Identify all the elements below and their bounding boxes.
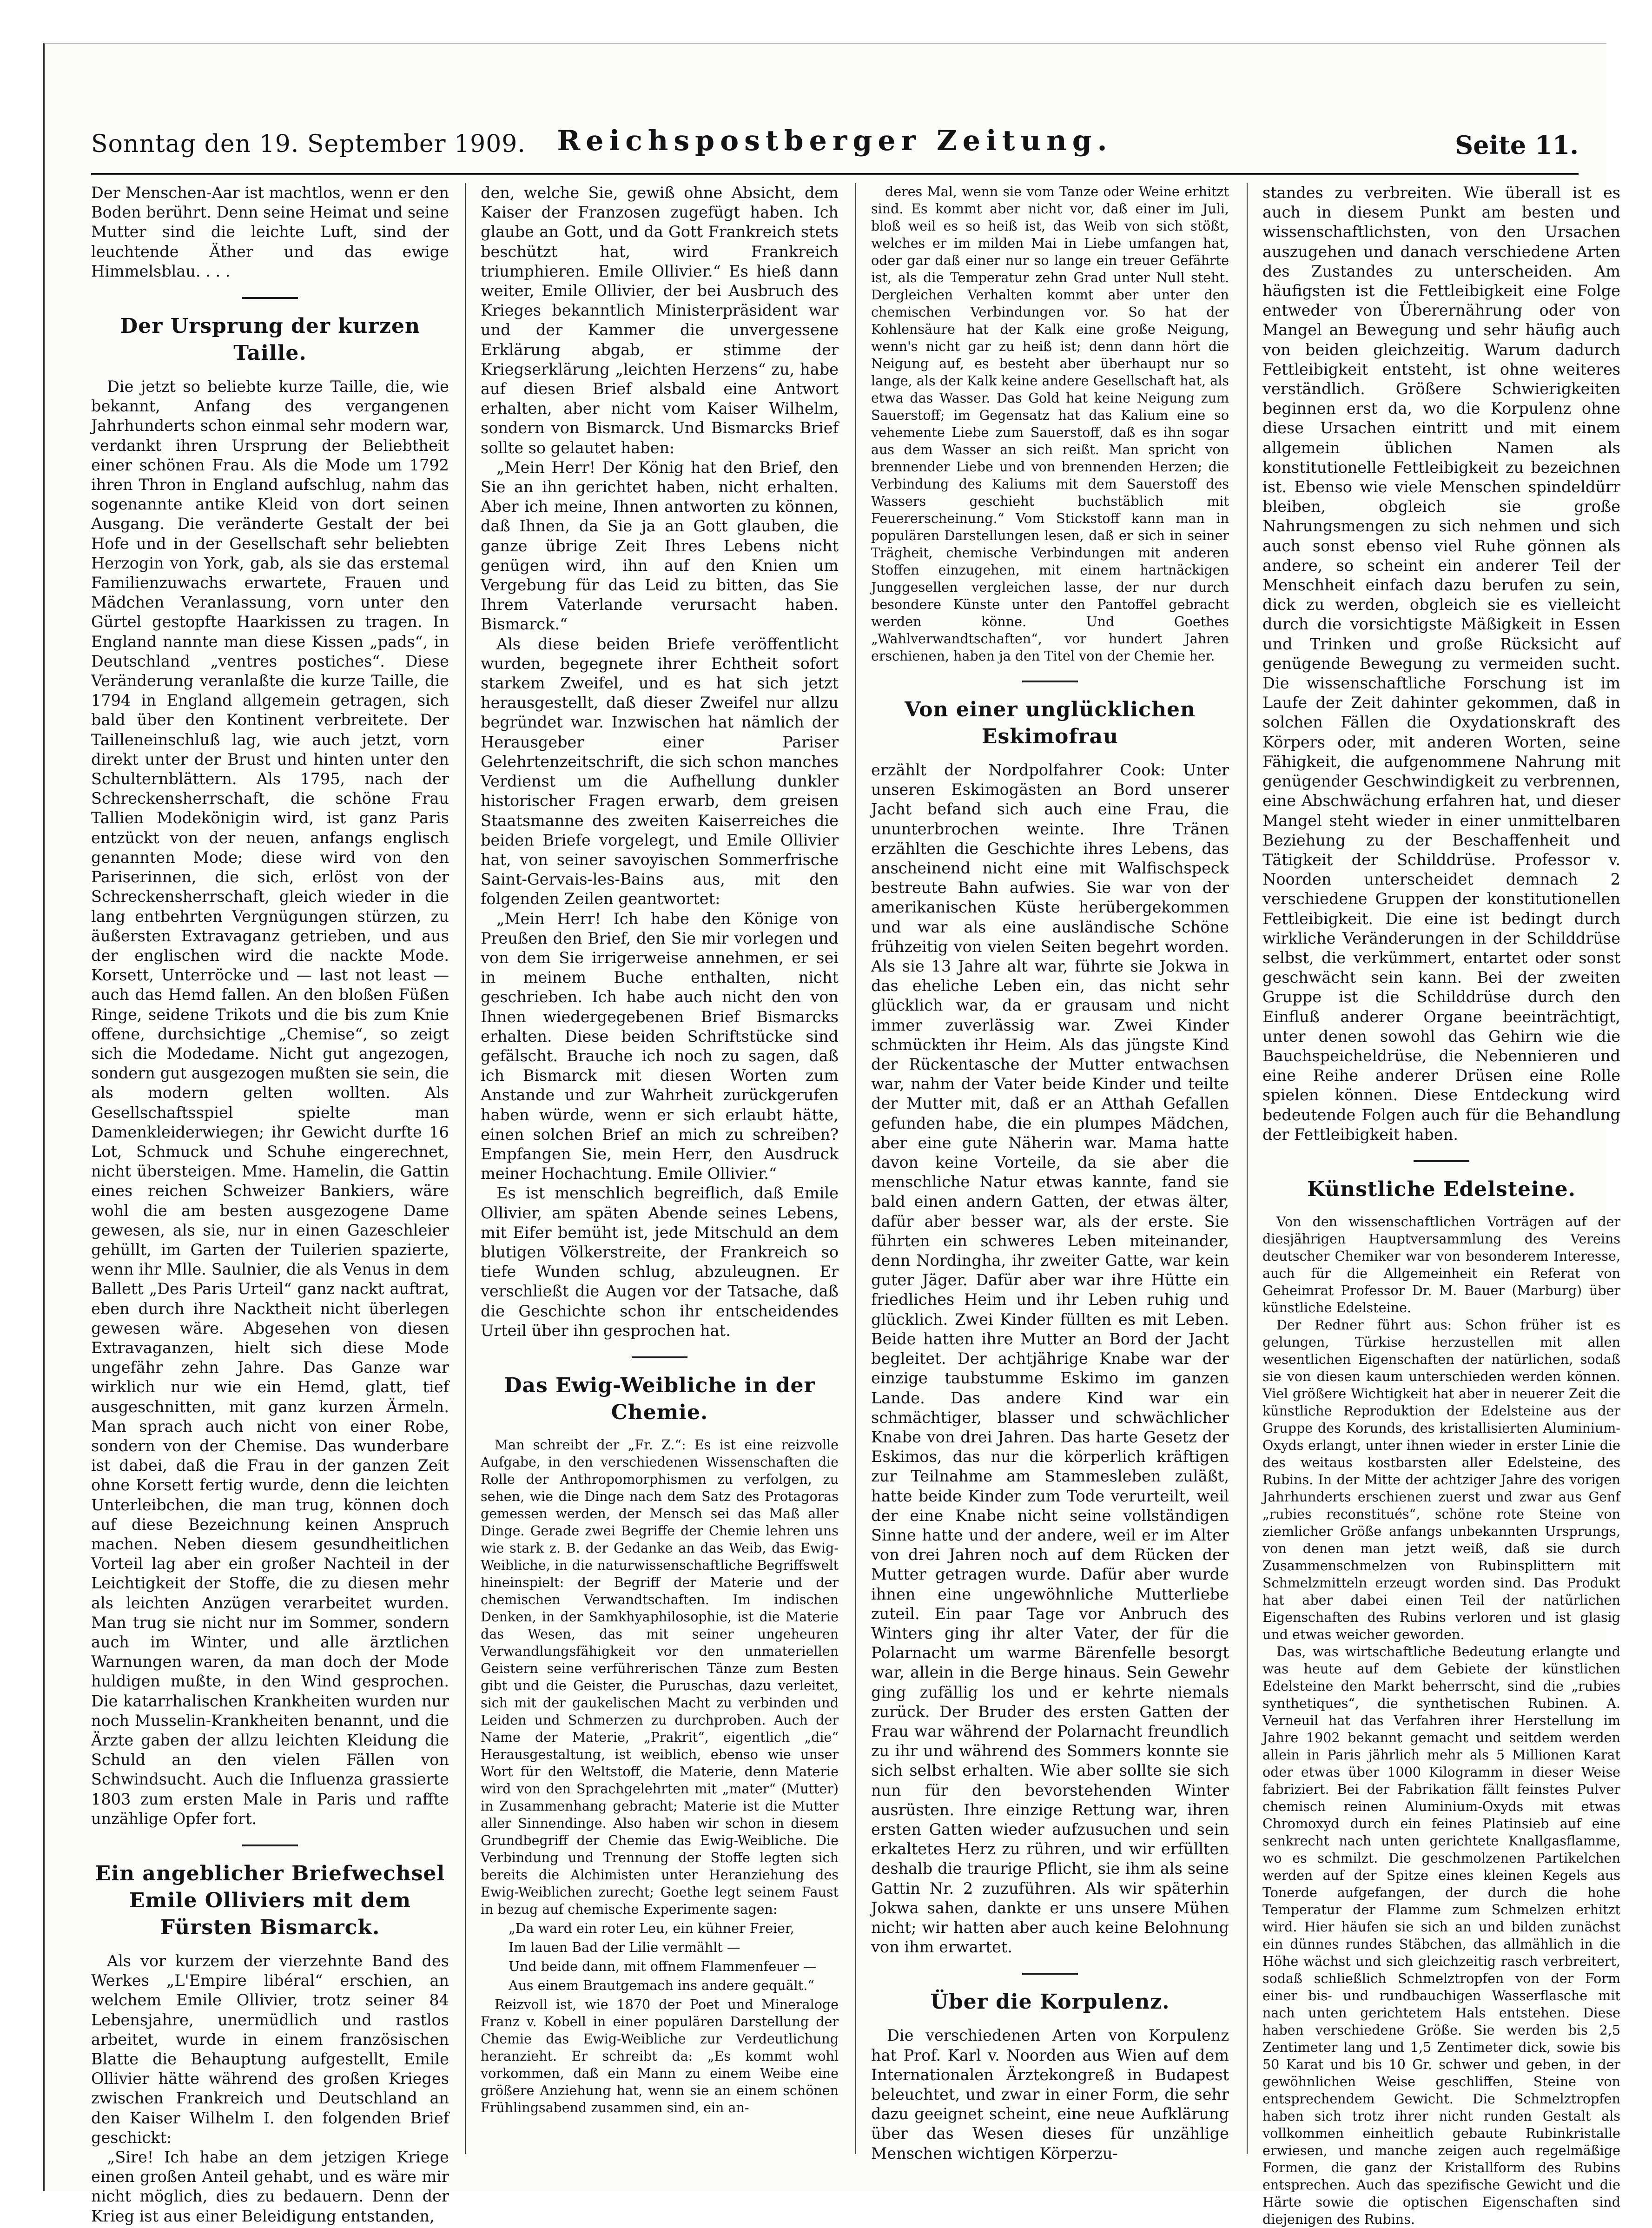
article-separator	[632, 1356, 687, 1358]
text-columns	[91, 183, 1625, 2227]
article-separator	[242, 297, 298, 299]
column-2	[481, 183, 839, 2154]
column-3	[871, 183, 1229, 2162]
newspaper-page	[43, 43, 1620, 2227]
article-paragraph: „Mein Herr! Ich habe den Könige von Preußen den Brief, den Sie mir vorlegen und von dem Sie irrigerweise annehmen, er sei in meinem Buche enthalten, nicht geschrieben. Ich habe auch nicht den von Ihnen wiedergegebenen Brief Bismarcks erhalten. Diese beiden Schriftstücke sind gefälscht. Brauche ich noch zu sagen, daß ich Bismarck mit diesen Worten zum Anstande und zur Wahrheit zurückgerufen haben würde, wenn er sich erlaubt hätte, einen solchen Brief an mich zu schreiben? Empfangen Sie, mein Herr, den Ausdruck meiner Hochachtung. Emile Ollivier.“	[481, 909, 839, 1183]
verse-line: Im lauen Bad der Lilie vermählt —	[509, 1939, 740, 1955]
article-paragraph: Es ist menschlich begreiflich, daß Emile Ollivier, am späten Abende seines Lebens, mit Eifer bemüht ist, jede Mitschuld an dem blutigen Völkerstreite, der Frankreich so tiefe Wunden schlug, abzuleugnen. Er verschließt die Augen vor der Tatsache, daß die Geschichte schon ihr entscheidendes Urteil über ihn gesprochen hat.	[481, 1184, 839, 1340]
article-continuation: Der Menschen-Aar ist machtlos, wenn er den Boden berührt. Denn seine Heimat und seine Mutter sind die leichte Luft, sind der leuchtende Äther und das ewige Himmelsblau. . . .	[91, 184, 449, 280]
small-print-block	[871, 183, 1229, 665]
column-divider	[855, 183, 856, 2154]
article-paragraph: den, welche Sie, gewiß ohne Absicht, dem Kaiser der Franzosen zugefügt haben. Ich glaube an Gott, und da Gott Frankreich stets beschützt hat, wird Frankreich triumphieren. Emile Ollivier.“ Es hieß dann weiter, Emile Ollivier, der bei Ausbruch des Krieges bekanntlich Ministerpräsident war und der Kammer die unvergessene Erklärung abgab, er stimme der Kriegserklärung „leichten Herzens“ zu, habe auf diesen Brief alsbald eine Antwort erhalten, aber nicht vom Kaiser Wilhelm, sondern von Bismarck. Und Bismarcks Brief sollte so gelautet haben:	[481, 184, 839, 457]
article-paragraph: Die verschiedenen Arten von Korpulenz hat Prof. Karl v. Noorden aus Wien auf dem Internationalen Ärztekongreß in Budapest beleuchtet, und zwar in einer Form, die sehr dazu geeignet scheint, eine neue Aufklärung über das Wesen dieses für unzählige Menschen wichtigen Körperzu-	[871, 2026, 1229, 2162]
newspaper-title: Reichspostberger Zeitung.	[557, 125, 1113, 157]
article-paragraph: Das, was wirtschaftliche Bedeutung erlangte und was heute auf dem Gebiete der künstlichen Edelsteine den Markt beherrscht, sind die „rubies synthetiques“, die synthetischen Rubinen. A. Verneuil hat das Verfahren ihrer Herstellung im Jahre 1902 bekannt gemacht und seitdem werden allein in Paris jährlich mehr als 5 Millionen Karat oder etwas über 1000 Kilogramm in dieser Weise fabriziert. Bei der Fabrikation fällt feinstes Pulver chemisch reinen Aluminium-Oxyds mit etwas Chromoxyd durch ein feines Platinsieb auf eine senkrecht nach unten gerichtete Knallgasflamme, wo es schmilzt. Die geschmolzenen Partikelchen werden auf der Spitze eines kleinen Kegels aus Tonerde aufgefangen, der durch die hohe Temperatur der Flamme zum Schmelzen erhitzt wird. Hier häufen sie sich an und bilden zunächst ein dünnes rundes Stäbchen, das allmählich in die Höhe wächst und sich gleichzeitig rasch verbreitert, sodaß schließlich Schmelztropfen von der Form einer bis- und rundbauchigen Wasserflasche mit nach unten gerichtetem Hals entstehen. Diese haben verschiedene Größe. Sie werden bis 2,5 Zentimeter lang und 1,5 Zentimeter dick, sowie bis 50 Karat und bis 10 Gr. schwer und geben, in der gewöhnlichen Weise geschliffen, Steine von entsprechendem Gewicht. Die Schmelztropfen haben sich trotz ihrer nicht runden Gestalt als vollkommen einheitlich gebaute Rubinkristalle erwiesen, und manche zeigen auch regelmäßige Formen, die ganz der Kristallform des Rubins entsprechen. Auch das spezifische Gewicht und die Härte sowie die optischen Eigenschaften sind diejenigen des Rubins.	[1262, 1644, 1620, 2227]
small-print-block	[1262, 1213, 1620, 2228]
article-heading-edelsteine: Künstliche Edelsteine.	[1307, 1177, 1576, 1201]
column-divider	[1247, 183, 1248, 2154]
article-heading-chemie: Das Ewig-Weibliche in der Chemie.	[504, 1373, 815, 1424]
article-paragraph: Die jetzt so beliebte kurze Taille, die, wie bekannt, Anfang des vergangenen Jahrhunderts schon einmal sehr modern war, verdankt ihren Ursprung der Beliebtheit einer schönen Frau. Als die Mode um 1792 ihren Thron in England aufschlug, nahm das sogenannte antike Kleid von dort seinen Ausgang. Die veränderte Gestalt der bei Hofe und in der Gesellschaft sehr beliebten Herzogin von York, gab, als sie das erstemal Familienzuwachs erwartete, Frauen und Mädchen Veranlassung, vorn unter den Gürtel gestopfte Haarkissen zu tragen. In England nannte man diese Kissen „pads“, in Deutschland „ventres postiches“. Diese Veränderung veranlaßte die kurze Taille, die 1794 in England allgemein getragen, sich bald über den Kontinent verbreitete. Der Tailleneinschluß lag, wie auch jetzt, vorn direkt unter der Brust und hinten unter den Schulternblättern. Als 1795, nach der Schreckensherrschaft, die schöne Frau Tallien Modekönigin wird, ist ganz Paris entzückt von der neuen, anfangs englisch genannten Mode; diese wird von den Pariserinnen, die sich, erlöst von der Schreckensherrschaft, gleich wieder in die lang entbehrten Vergnügungen stürzen, zu äußersten Extravaganz getrieben, und aus der englischen wird die nackte Mode. Korsett, Unterröcke und — last not least — auch das Hemd fallen. An den bloßen Füßen Ringe, seidene Trikots und die bis zum Knie offene, durchsichtige „Chemise“, so zeigt sich die Modedame. Nicht gut angezogen, sondern gut ausgezogen mußten sie sein, die als modern gelten wollten. Als Gesellschaftsspiel spielte man Damenkleiderwiegen; ihr Gewicht durfte 16 Lot, Schmuck und Schuhe eingerechnet, nicht übersteigen. Mme. Hamelin, die Gattin eines reichen Schweizer Bankiers, wäre wohl die am besten ausgezogene Dame gewesen, als sie, nur in einen Gazeschleier gehüllt, im Garten der Tuilerien spazierte, wenn ihr Mlle. Saulnier, die als Venus in dem Ballett „Des Paris Urteil“ ganz nackt auftrat, eben durch ihre Nacktheit nicht überlegen gewesen wäre. Abgesehen von diesen Extravaganzen, hielt sich diese Mode ungefähr zehn Jahre. Das Ganze war wirklich nur wie ein Hemd, glatt, tief ausgeschnitten, mit ganz kurzen Ärmeln. Man sprach auch nicht von einer Robe, sondern von der Chemise. Das wunderbare ist dabei, daß die Frau in der ganzen Zeit ohne Korsett fertig wurde, denn die leichten Unterleibchen, die man trug, können doch auf diese Bezeichnung keinen Anspruch machen. Neben diesem gesundheitlichen Vorteil lag aber ein großer Nachteil in der Leichtigkeit der Stoffe, die zu diesen mehr als leichten Anzügen verarbeitet wurden. Man trug sie nicht nur im Sommer, sondern auch im Winter, und alle ärztlichen Warnungen waren, da man doch der Mode huldigen mußte, in den Wind gesprochen. Die katarrhalischen Krankheiten wurden nur noch Musselin-Krankheiten benannt, und die Ärzte gaben der allzu leichten Kleidung die Schuld an den vielen Fällen von Schwindsucht. Auch die Influenza grassierte 1803 zum ersten Male in Paris und raffte unzählige Opfer fort.	[91, 377, 449, 1828]
article-separator	[242, 1845, 298, 1846]
article-paragraph: Der Redner führt aus: Schon früher ist es gelungen, Türkise herzustellen mit allen wesentlichen Eigenschaften der natürlichen, sodaß sie von diesen kaum unterschieden werden können. Viel größere Wichtigkeit hat aber in neuerer Zeit die künstliche Reproduktion der Edelsteine aus der Gruppe des Korunds, des kristallisierten Aluminium-Oxyds erlangt, unter ihnen wieder in erster Linie die des weitaus kostbarsten aller Edelsteine, des Rubins. In der Mitte der achtziger Jahre des vorigen Jahrhunderts erschienen zuerst und zwar aus Genf „rubies reconstitués“, schöne rote Steine von ziemlicher Größe anfangs unbekannten Ursprungs, von denen man jetzt weiß, daß sie durch Zusammenschmelzen von Rubinsplittern mit Schmelzmitteln erzeugt worden sind. Das Produkt hat aber dabei einen Teil der natürlichen Eigenschaften des Rubins verloren und ist glasig und etwas weicher geworden.	[1262, 1317, 1620, 1642]
article-separator	[1022, 1973, 1078, 1975]
article-paragraph: „Mein Herr! Der König hat den Brief, den Sie an ihn gerichtet haben, nicht erhalten. Aber ich meine, Ihnen antworten zu können, daß Ihnen, da Sie ja an Gott glauben, die ganze übrige Zeit Ihres Lebens nicht genügen wird, ihn auf den Knien um Vergebung für das Leid zu bitten, das Sie Ihrem Vaterlande verursacht haben. Bismarck.“	[481, 458, 839, 634]
article-paragraph: Reizvoll ist, wie 1870 der Poet und Mineraloge Franz v. Kobell in einer populären Darstellung der Chemie das Ewig-Weibliche zur Verdeutlichung heranzieht. Er schreibt da: „Es kommt wohl vorkommen, daß ein Mann zu einem Weibe eine größere Anziehung hat, wenn sie an einem schönen Frühlingsabend zusammen sind, ein an-	[481, 1997, 839, 2116]
verse-line: „Da ward ein roter Leu, ein kühner Freier,	[509, 1920, 794, 1936]
issue-date: Sonntag den 19. September 1909.	[91, 130, 526, 158]
column-divider	[465, 183, 466, 2154]
article-paragraph: Als diese beiden Briefe veröffentlicht wurden, begegnete ihrer Echtheit sofort starkem Zweifel, und es hat sich jetzt herausgestellt, daß dieser Zweifel nur allzu begründet war. Inzwischen hat nämlich der Herausgeber einer Pariser Gelehrtenzeitschrift, die sich schon manches Verdienst um die Aufhellung dunkler historischer Fragen erwarb, dem greisen Staatsmanne des zweiten Kaiserreiches die beiden Briefe vorgelegt, und Emile Ollivier hat, von seiner savoyischen Sommerfrische Saint-Gervais-les-Bains aus, mit den folgenden Zeilen geantwortet:	[481, 635, 839, 908]
article-paragraph: deres Mal, wenn sie vom Tanze oder Weine erhitzt sind. Es kommt aber nicht vor, daß einer im Juli, bloß weil es so heiß ist, das Weib von sich stößt, welches er im milden Mai in Liebe umfangen hat, oder gar daß einer nur so lange ein treuer Gefährte ist, als die Temperatur zehn Grad unter Null steht. Dergleichen Verhalten kommt aber unter den chemischen Verbindungen vor. So hat der Kohlensäure hat der Kalk eine große Neigung, wenn's nicht gar zu heiß ist; denn dann hört die Neigung auf, es besteht aber überhaupt nur so lange, als der Kalk keine andere Gesellschaft hat, als etwa das Wasser. Das Gold hat keine Neigung zum Sauerstoff; im Gegensatz hat das Kalium eine so vehemente Liebe zum Sauerstoff, daß es ihn sogar aus dem Wasser an sich reißt. Man spricht von brennender Liebe und von brennenden Herzen; die Verbindung des Kaliums mit dem Sauerstoff des Wassers geschieht buchstäblich mit Feuererscheinung.“ Vom Stickstoff kann man in populären Darstellungen lesen, daß er sich in seiner Trägheit, chemische Verbindungen mit anderen Stoffen einzugehen, mit einem hartnäckigen Junggesellen vergleichen lasse, der nur durch besondere Künste unter den Pantoffel gebracht werden könne. Und Goethes „Wahlverwandtschaften“, vor hundert Jahren erschienen, haben ja den Titel von der Chemie her.	[871, 184, 1229, 664]
article-paragraph: Als vor kurzem der vierzehnte Band des Werkes „L'Empire libéral“ erschien, an welchem Emile Ollivier, trotz seiner 84 Lebensjahre, unermüdlich und rastlos arbeitet, wurde in einem französischen Blatte die Behauptung aufgestellt, Emile Ollivier hätte während des großen Krieges zwischen Frankreich und Deutschland an den Kaiser Wilhelm I. den folgenden Brief geschickt:	[91, 1952, 449, 2147]
verse-line: Aus einem Brautgemach ins andere gequält.“	[509, 1977, 814, 1993]
page-number: Seite 11.	[1455, 130, 1579, 160]
article-paragraph: „Sire! Ich habe an dem jetzigen Kriege einen großen Anteil gehabt, und es wäre mir nicht möglich, dies zu bedauern. Denn der Krieg ist aus einer Beleidigung entstanden,	[91, 2148, 449, 2225]
article-separator	[1022, 681, 1078, 682]
article-paragraph: Man schreibt der „Fr. Z.“: Es ist eine reizvolle Aufgabe, in den verschiedenen Wissenschaften die Rolle der Anthropomorphismen zu verfolgen, zu sehen, wie die Dinge nach dem Satz des Protagoras gemessen werden, der Mensch sei das Maß aller Dinge. Gerade zwei Begriffe der Chemie lehren uns wie stark z. B. der Gedanke an das Weib, das Ewig-Weibliche, in die naturwissenschaftliche Begriffswelt hineinspielt: der Begriff der Materie und der chemischen Verwandtschaften. Im indischen Denken, in der Samkhyaphilosophie, ist die Materie das Wesen, das mit seiner ungeheuren Verwandlungsfähigkeit vor den unmateriellen Geistern seine verführerischen Tänze zum Besten gibt und die Geister, die Puruschas, dazu verleitet, sich mit der gaukelischen Macht zu verbinden und Leiden und Schmerzen zu durchproben. Auch der Name der Materie, „Prakrit“, eigentlich „die“ Herausgestaltung, ist weiblich, ebenso wie unser Wort für den Weltstoff, die Materie, denn Materie wird von den Sprachgelehrten mit „mater“ (Mutter) in Zusammenhang gebracht; Materie ist die Mutter aller Sinnendinge. Also haben wir schon in diesem Grundbegriff der Chemie das Ewig-Weibliche. Die Verbindung und Trennung der Stoffe legten sich bereits die Alchimisten unter Heranziehung des Ewig-Weiblichen zurecht; Goethe legt seinem Faust in bezug auf chemische Experimente sagen:	[481, 1437, 839, 1917]
article-heading-korpulenz: Über die Korpulenz.	[930, 1990, 1170, 2014]
article-separator	[1414, 1160, 1469, 1162]
verse-line: Und beide dann, mit offnem Flammenfeuer —	[509, 1958, 817, 1974]
column-1	[91, 183, 449, 2225]
article-heading-briefwechsel: Ein angeblicher Briefwechsel Emile Olliviers mit dem Fürsten Bismarck.	[95, 1862, 445, 1940]
column-4	[1262, 183, 1620, 2227]
article-heading-taille: Der Ursprung der kurzen Taille.	[120, 314, 420, 365]
article-heading-eskimo: Von einer unglücklichen Eskimofrau	[905, 698, 1196, 748]
small-print-block	[481, 1436, 839, 2116]
page-header	[91, 117, 1579, 175]
article-paragraph: Von den wissenschaftlichen Vorträgen auf der diesjährigen Hauptversammlung des Vereins deutscher Chemiker war von besonderem Interesse, auch für die Allgemeinheit ein Referat von Geheimrat Professor Dr. M. Bauer (Marburg) über künstliche Edelsteine.	[1262, 1214, 1620, 1316]
article-paragraph: erzählt der Nordpolfahrer Cook: Unter unseren Eskimogästen an Bord unserer Jacht befand sich auch eine Frau, die ununterbrochen weinte. Ihre Tränen erzählten die Geschichte ihres Lebens, das anscheinend nicht eine mit Walfischspeck bestreute Bahn aufwies. Sie war von der amerikanischen Küste herübergekommen und war als eine ausländische Schöne frühzeitig von vielen Seiten begehrt worden. Als sie 13 Jahre alt war, führte sie Jokwa in das eheliche Leben ein, das nicht sehr glücklich war, da er grausam und nicht immer zuverlässig war. Zwei Kinder schmückten ihr Heim. Als das jüngste Kind der Rückentasche der Mutter entwachsen war, nahm der Vater beide Kinder und teilte der Mutter mit, daß er an Atthah Gefallen gefunden habe, die ein plumpes Mädchen, aber eine gute Näherin war. Mama hatte davon keine Vorteile, da sie aber die menschliche Natur etwas kannte, fand sie bald einen andern Gatten, der etwas älter, dafür aber besser war, als der erste. Sie führten ein schweres Leben miteinander, denn Nordingha, ihr zweiter Gatte, war kein guter Jäger. Dafür aber war ihre Hütte ein friedliches Heim und ihr Leben ruhig und glücklich. Zwei Kinder füllten es mit Leben. Beide hatten ihre Mutter an Bord der Jacht begleitet. Der achtjährige Knabe war der einzige taubstumme Eskimo im ganzen Lande. Das andere Kind war ein schmächtiger, blasser und schwächlicher Knabe von drei Jahren. Das harte Gesetz der Eskimos, das nur die körperlich kräftigen zur Teilnahme am Stammesleben zuläßt, hatte beide Kinder zum Tode verurteilt, weil der eine Knabe nicht seine vollständigen Sinne hatte und der andere, weil er im Alter von drei Jahren noch auf dem Rücken der Mutter getragen wurde. Dafür aber wurde ihnen eine ungewöhnliche Mutterliebe zuteil. Ein paar Tage vor Anbruch des Winters ging ihr alter Vater, der für die Polarnacht um warme Bärenfelle besorgt war, allein in die Berge hinaus. Sein Gewehr ging zufällig los und er kehrte niemals zurück. Der Bruder des ersten Gatten der Frau war während der Polarnacht freundlich zu ihr und während des Sommers konnte sie sich selbst erhalten. Wie aber sollte sie sich nun für den bevorstehenden Winter ausrüsten. Ihre einzige Rettung war, ihren ersten Gatten wieder aufzusuchen und sein erkaltetes Herz zu rühren, und wir erfüllten deshalb die traurige Pflicht, sie ihm als seine Gattin Nr. 2 zuzuführen. Als wir späterhin Jokwa sahen, dankte er uns unsere Mühen nicht; wir hatten aber auch keine Belohnung von ihm erwartet.	[871, 761, 1229, 1957]
article-paragraph: standes zu verbreiten. Wie überall ist es auch in diesem Punkt am besten und wissenschaftlichsten, von den Ursachen auszugehen und danach verschiedene Arten des Zustandes zu unterscheiden. Am häufigsten ist die Fettleibigkeit eine Folge entweder von Überernährung oder von Mangel an Bewegung und sehr häufig auch von beiden gleichzeitig. Warum dadurch Fettleibigkeit entsteht, ist ohne weiteres verständlich. Größere Schwierigkeiten beginnen erst da, wo die Korpulenz ohne diese Ursachen eintritt und mit einem allgemein üblichen Namen als konstitutionelle Fettleibigkeit zu bezeichnen ist. Ebenso wie viele Menschen spindeldürr bleiben, obgleich sie große Nahrungsmengen zu sich nehmen und sich auch sonst ebenso viel Ruhe gönnen als andere, so scheint ein anderer Teil der Menschheit einfach dazu berufen zu sein, dick zu werden, obgleich sie es vielleicht durch die vorsichtigste Mäßigkeit in Essen und Trinken und große Rücksicht auf genügende Bewegung zu vermeiden sucht. Die wissenschaftliche Forschung ist im Laufe der Zeit dahinter gekommen, daß in solchen Fällen die Oxydationskraft des Körpers oder, mit anderen Worten, seine Fähigkeit, die aufgenommene Nahrung mit genügender Geschwindigkeit zu verbrennen, eine Abschwächung erfahren hat, und dieser Mangel steht wieder in einer unmittelbaren Beziehung zu der Beschaffenheit und Tätigkeit der Schilddrüse. Professor v. Noorden unterscheidet demnach 2 verschiedene Gruppen der konstitutionellen Fettleibigkeit. Die eine ist bedingt durch wirkliche Veränderungen in der Schilddrüse selbst, die verkümmert, entartet oder sonst geschwächt sein kann. Bei der zweiten Gruppe ist die Schilddrüse durch den Einfluß anderer Organe beeinträchtigt, unter denen sowohl das Gehirn wie die Bauchspeicheldrüse, die Nebennieren und eine Reihe anderer Drüsen eine Rolle spielen können. Diese Entdeckung wird bedeutende Folgen auch für die Behandlung der Fettleibigkeit haben.	[1262, 184, 1620, 1144]
